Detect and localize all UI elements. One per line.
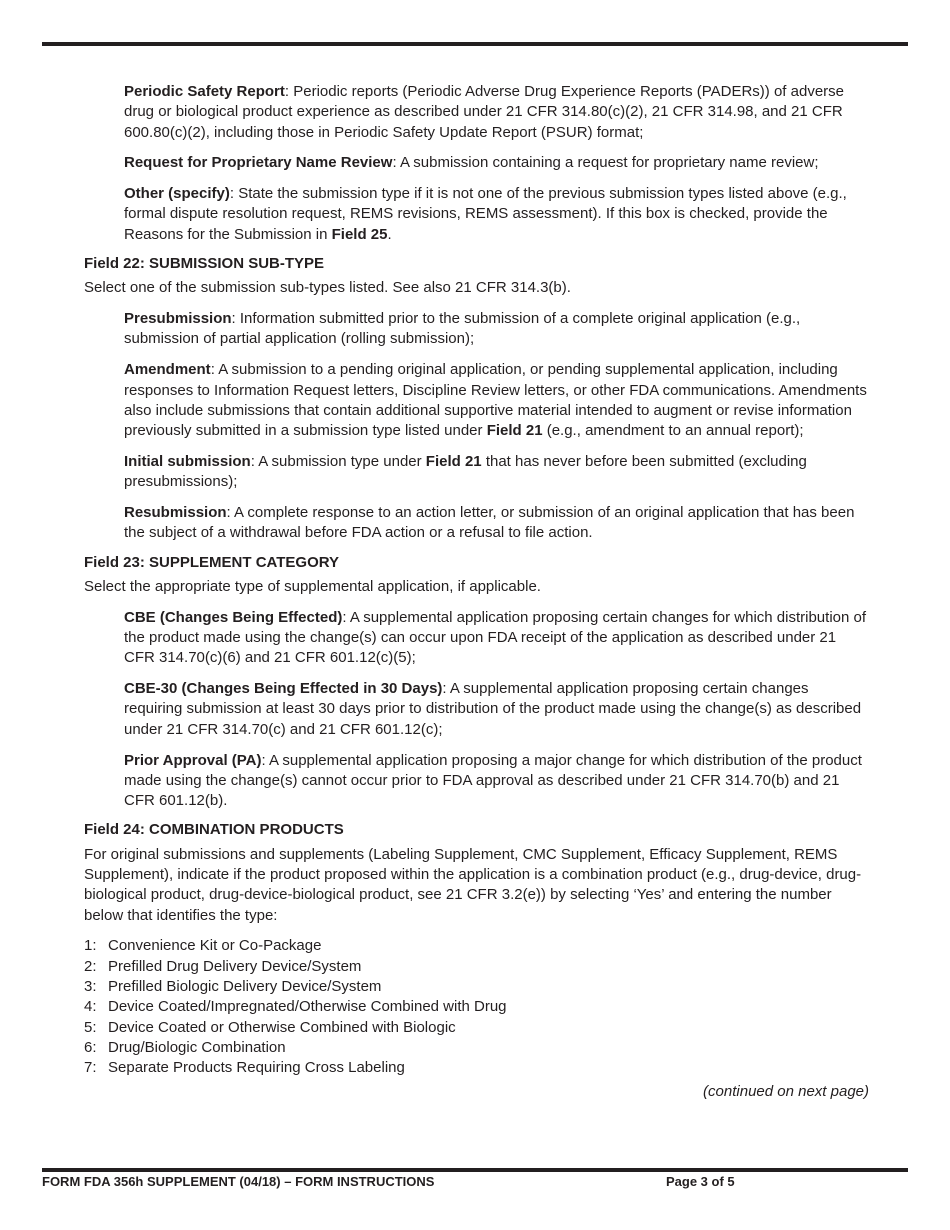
term: Initial submission bbox=[124, 452, 251, 470]
term: Periodic Safety Report bbox=[124, 83, 285, 100]
list-item: 5: Device Coated or Otherwise Combined with Biologic bbox=[84, 1018, 456, 1036]
list-item: 6: Drug/Biologic Combination bbox=[84, 1038, 286, 1056]
form-id: FORM FDA 356h SUPPLEMENT (04/18) – FORM INSTRUCTIONS bbox=[42, 1174, 435, 1189]
term: Prior Approval (PA) bbox=[124, 751, 262, 769]
list-item: 7: Separate Products Requiring Cross Labeling bbox=[84, 1059, 405, 1077]
def-amendment: Amendment: A submission to a pending original application, or pending supplemental application, including responses to Information Request letters, Discipline Review letters, or other FDA communications. Amendments also include submissions that contain additional supportive material intended to augment or revise information previously submitted in a submission type listed under Field 21 (e.g., amendment to an annual report); bbox=[124, 361, 867, 440]
def-resubmission: Resubmission: A complete response to an action letter, or submission of an original application that has been the subject of a withdrawal before FDA action or a refusal to file action. bbox=[124, 504, 855, 542]
term: Amendment bbox=[124, 361, 211, 379]
list-item: 3: Prefilled Biologic Delivery Device/System bbox=[84, 977, 382, 995]
list-item: 4: Device Coated/Impregnated/Otherwise Combined with Drug bbox=[84, 998, 507, 1016]
list-item: 2: Prefilled Drug Delivery Device/System bbox=[84, 957, 362, 975]
def-presubmission: Presubmission: Information submitted prior to the submission of a complete original application (e.g., submission of partial application (rolling submission); bbox=[124, 310, 801, 348]
def-cbe-30: CBE-30 (Changes Being Effected in 30 Days): A supplemental application proposing certain changes requiring submission at least 30 days prior to distribution of the product made using the change(s) as described under 21 CFR 314.70(c) and 21 CFR 601.12(c); bbox=[124, 680, 862, 738]
field-ref: Field 25 bbox=[331, 225, 388, 243]
term: CBE-30 (Changes Being Effected in 30 Days) bbox=[124, 680, 443, 698]
page-number: Page 3 of 5 bbox=[666, 1174, 735, 1189]
term: Other (specify) bbox=[124, 185, 230, 203]
list-item: 1: Convenience Kit or Co-Package bbox=[84, 937, 322, 955]
def-proprietary-name-review: Request for Proprietary Name Review: A submission containing a request for proprietary name review; bbox=[124, 154, 819, 172]
field23-intro: Select the appropriate type of supplemental application, if applicable. bbox=[84, 577, 541, 595]
def-prior-approval: Prior Approval (PA): A supplemental application proposing a major change for which distribution of the product made using the change(s) cannot occur prior to FDA approval as described under 21 CFR 314.70(b) and 21 CFR 601.12(b). bbox=[124, 751, 862, 810]
field-ref: Field 21 bbox=[425, 452, 482, 470]
bottom-rule bbox=[42, 1168, 908, 1172]
field22-intro: Select one of the submission sub-types listed. See also 21 CFR 314.3(b). bbox=[84, 279, 571, 297]
term: Presubmission bbox=[124, 310, 232, 328]
def-other-specify: Other (specify): State the submission type if it is not one of the previous submission types listed above (e.g., formal dispute resolution request, REMS revisions, REMS assessment). If this box is checked, provide the Reasons for the Submission in Field 25. bbox=[124, 185, 847, 243]
term: CBE (Changes Being Effected) bbox=[124, 608, 343, 626]
page-content bbox=[84, 82, 870, 1103]
combination-type-list bbox=[84, 936, 870, 1078]
def-periodic-safety-report: Periodic Safety Report: Periodic reports (Periodic Adverse Drug Experience Reports (PADERs)) of adverse drug or biological product experience as described under 21 CFR 314.80(c)(2), 21 CFR 314.98, and 21 CFR 600.80(c)(2), including those in Periodic Safety Update Report (PSUR) format; bbox=[124, 83, 844, 141]
term: Resubmission bbox=[124, 504, 227, 522]
field22-heading: Field 22: SUBMISSION SUB-TYPE bbox=[84, 255, 325, 273]
continued-note: (continued on next page) bbox=[703, 1083, 869, 1101]
term: Request for Proprietary Name Review bbox=[124, 154, 393, 172]
def-initial-submission: Initial submission: A submission type under Field 21 that has never before been submitted (excluding presubmissions); bbox=[124, 452, 807, 491]
field24-heading: Field 24: COMBINATION PRODUCTS bbox=[84, 821, 344, 839]
def-cbe: CBE (Changes Being Effected): A supplemental application proposing certain changes for which distribution of the product made using the change(s) can occur upon FDA receipt of the application as described under 21 CFR 314.70(c)(6) and 21 CFR 601.12(c)(5); bbox=[124, 608, 867, 667]
field24-intro: For original submissions and supplements (Labeling Supplement, CMC Supplement, Efficacy Supplement, REMS Supplement), indicate if the product proposed within the application is a combination product (e.g., drug-device, drug-biological product, drug-device-biological product, see 21 CFR 3.2(e)) by selecting ‘Yes’ and entering the number below that identifies the type: bbox=[84, 845, 862, 924]
field-ref: Field 21 bbox=[486, 422, 543, 440]
top-rule bbox=[42, 42, 908, 46]
field23-heading: Field 23: SUPPLEMENT CATEGORY bbox=[84, 553, 340, 571]
